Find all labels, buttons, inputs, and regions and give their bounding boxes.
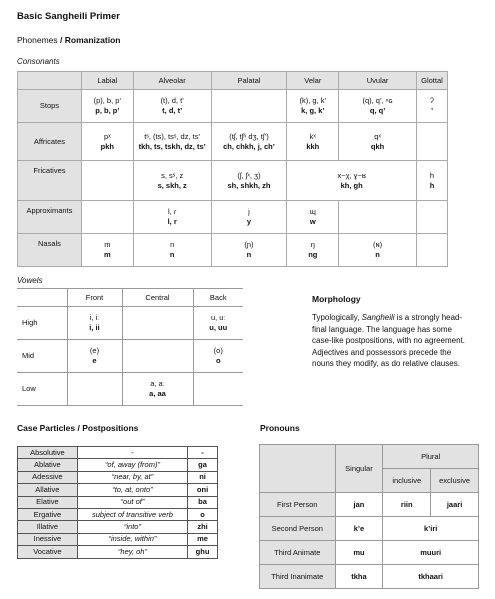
vowels-heading: Vowels bbox=[17, 276, 43, 285]
pronoun-cell: k’e bbox=[335, 517, 383, 541]
phoneme-cell: (ʃ, ʃˣ, ʒ) sh, shkh, zh bbox=[211, 161, 287, 201]
pronoun-cell: tkha bbox=[335, 565, 383, 589]
phoneme-cell: (q), q’, ⁿɢ q, q’ bbox=[339, 90, 417, 123]
consonants-heading: Consonants bbox=[17, 57, 60, 66]
col-header: Labial bbox=[81, 72, 133, 90]
phoneme-cell bbox=[416, 201, 447, 234]
case-particle: ba bbox=[188, 496, 218, 508]
case-name: Adessive bbox=[18, 471, 78, 483]
case-name: Illative bbox=[18, 521, 78, 533]
col-header-inclusive: inclusive bbox=[383, 469, 431, 493]
pronoun-cell: k’iri bbox=[383, 517, 479, 541]
phoneme-cell: kˣ kkh bbox=[287, 123, 339, 161]
morphology-heading: Morphology bbox=[312, 294, 361, 304]
phoneme-cell: j y bbox=[211, 201, 287, 234]
row-header: Second Person bbox=[260, 517, 336, 541]
col-header: Palatal bbox=[211, 72, 287, 90]
page-subtitle bbox=[17, 35, 120, 45]
case-gloss: “out of” bbox=[77, 496, 187, 508]
subtitle-phonemes: Phonemes bbox=[17, 35, 58, 45]
phoneme-cell: s, sˢ, z s, skh, z bbox=[133, 161, 211, 201]
row-header: Affricates bbox=[18, 123, 82, 161]
row-header: Low bbox=[17, 373, 67, 406]
case-name: Vocative bbox=[18, 546, 78, 558]
case-name: Allative bbox=[18, 484, 78, 496]
vowel-cell: u, uː u, uu bbox=[193, 307, 243, 340]
phoneme-cell: h h bbox=[416, 161, 447, 201]
case-particle: me bbox=[188, 533, 218, 545]
case-table bbox=[17, 446, 218, 559]
phoneme-cell bbox=[81, 161, 133, 201]
case-gloss: - bbox=[77, 447, 187, 459]
case-heading: Case Particles / Postpositions bbox=[17, 423, 139, 433]
case-gloss: “into” bbox=[77, 521, 187, 533]
vowel-cell bbox=[122, 307, 193, 340]
phoneme-cell: m m bbox=[81, 234, 133, 267]
phoneme-cell bbox=[416, 234, 447, 267]
phoneme-cell: (k), g, k’ k, g, k’ bbox=[287, 90, 339, 123]
vowel-cell: (e) e bbox=[67, 340, 122, 373]
consonants-table bbox=[17, 71, 448, 267]
phoneme-cell bbox=[339, 201, 417, 234]
case-particle: zhi bbox=[188, 521, 218, 533]
pronoun-cell: jaari bbox=[431, 493, 479, 517]
row-header: Mid bbox=[17, 340, 67, 373]
morphology-text: Typologically, Sangheili is a strongly head-final language. The language has some case-like postpositions, with no agreement. Adjectives and possessors precede the nouns they modify, as do relative clauses. bbox=[312, 313, 465, 369]
phoneme-cell: (p), b, p’ p, b, p’ bbox=[81, 90, 133, 123]
pronoun-cell: mu bbox=[335, 541, 383, 565]
corner-cell bbox=[18, 72, 82, 90]
row-header: Third Animate bbox=[260, 541, 336, 565]
row-header: Third Inanimate bbox=[260, 565, 336, 589]
row-header: First Person bbox=[260, 493, 336, 517]
phoneme-cell: l, ɾ l, r bbox=[133, 201, 211, 234]
col-header: Uvular bbox=[339, 72, 417, 90]
phoneme-cell: ɰ w bbox=[287, 201, 339, 234]
col-header: Front bbox=[67, 289, 122, 307]
vowel-cell bbox=[67, 373, 122, 406]
vowel-cell bbox=[122, 340, 193, 373]
phoneme-cell: (ɲ) n bbox=[211, 234, 287, 267]
case-gloss: “inside, within” bbox=[77, 533, 187, 545]
case-gloss: subject of transitive verb bbox=[77, 508, 187, 520]
col-header: Velar bbox=[287, 72, 339, 90]
vowel-cell: a, aː a, aa bbox=[122, 373, 193, 406]
col-header: Alveolar bbox=[133, 72, 211, 90]
corner-cell bbox=[17, 289, 67, 307]
pronoun-cell: riin bbox=[383, 493, 431, 517]
page-title: Basic Sangheili Primer bbox=[17, 11, 120, 22]
corner-cell bbox=[260, 445, 336, 493]
phoneme-cell: pˣ pkh bbox=[81, 123, 133, 161]
case-gloss: “of, away (from)” bbox=[77, 459, 187, 471]
case-name: Inessive bbox=[18, 533, 78, 545]
phoneme-cell: (t), d, t’ t, d, t’ bbox=[133, 90, 211, 123]
case-particle: - bbox=[188, 447, 218, 459]
col-header-plural: Plural bbox=[383, 445, 479, 469]
case-particle: o bbox=[188, 508, 218, 520]
phoneme-cell: tˢ, (ts), tsˢ, dz, ts’ tkh, ts, tskh, dz, ts’ bbox=[133, 123, 211, 161]
phoneme-cell bbox=[81, 201, 133, 234]
phoneme-cell: (tʃ, tʃʰ dʒ, tʃ’) ch, chkh, j, ch’ bbox=[211, 123, 287, 161]
pronoun-cell: muuri bbox=[383, 541, 479, 565]
pronoun-cell: jan bbox=[335, 493, 383, 517]
row-header: Stops bbox=[18, 90, 82, 123]
phoneme-cell: ŋ ng bbox=[287, 234, 339, 267]
col-header: Back bbox=[193, 289, 243, 307]
phoneme-cell bbox=[416, 123, 447, 161]
row-header: High bbox=[17, 307, 67, 340]
phoneme-cell: (ɴ) n bbox=[339, 234, 417, 267]
pronoun-cell: tkhaari bbox=[383, 565, 479, 589]
col-header-singular: Singular bbox=[335, 445, 383, 493]
case-name: Ergative bbox=[18, 508, 78, 520]
col-header: Glottal bbox=[416, 72, 447, 90]
vowel-cell bbox=[193, 373, 243, 406]
case-particle: ga bbox=[188, 459, 218, 471]
vowel-cell: i, iː i, ii bbox=[67, 307, 122, 340]
row-header: Fricatives bbox=[18, 161, 82, 201]
pronouns-heading: Pronouns bbox=[260, 423, 300, 433]
col-header-exclusive: exclusive bbox=[431, 469, 479, 493]
case-name: Ablative bbox=[18, 459, 78, 471]
phoneme-cell: qˣ qkh bbox=[339, 123, 417, 161]
case-particle: oni bbox=[188, 484, 218, 496]
case-name: Elative bbox=[18, 496, 78, 508]
vowel-cell: (o) o bbox=[193, 340, 243, 373]
case-name: Absolutive bbox=[18, 447, 78, 459]
subtitle-separator: / bbox=[57, 35, 65, 45]
phoneme-cell bbox=[211, 90, 287, 123]
case-gloss: “hey, oh” bbox=[77, 546, 187, 558]
phoneme-cell: ʔ ’ bbox=[416, 90, 447, 123]
case-particle: ni bbox=[188, 471, 218, 483]
pronouns-table bbox=[259, 444, 479, 589]
case-gloss: “to, at, onto” bbox=[77, 484, 187, 496]
case-particle: ghu bbox=[188, 546, 218, 558]
subtitle-romanization: Romanization bbox=[64, 35, 121, 45]
case-gloss: “near, by, at” bbox=[77, 471, 187, 483]
row-header: Approximants bbox=[18, 201, 82, 234]
row-header: Nasals bbox=[18, 234, 82, 267]
col-header: Central bbox=[122, 289, 193, 307]
vowels-table bbox=[17, 288, 243, 406]
phoneme-cell: n n bbox=[133, 234, 211, 267]
phoneme-cell: x~χ, ɣ~ʁ kh, gh bbox=[287, 161, 417, 201]
